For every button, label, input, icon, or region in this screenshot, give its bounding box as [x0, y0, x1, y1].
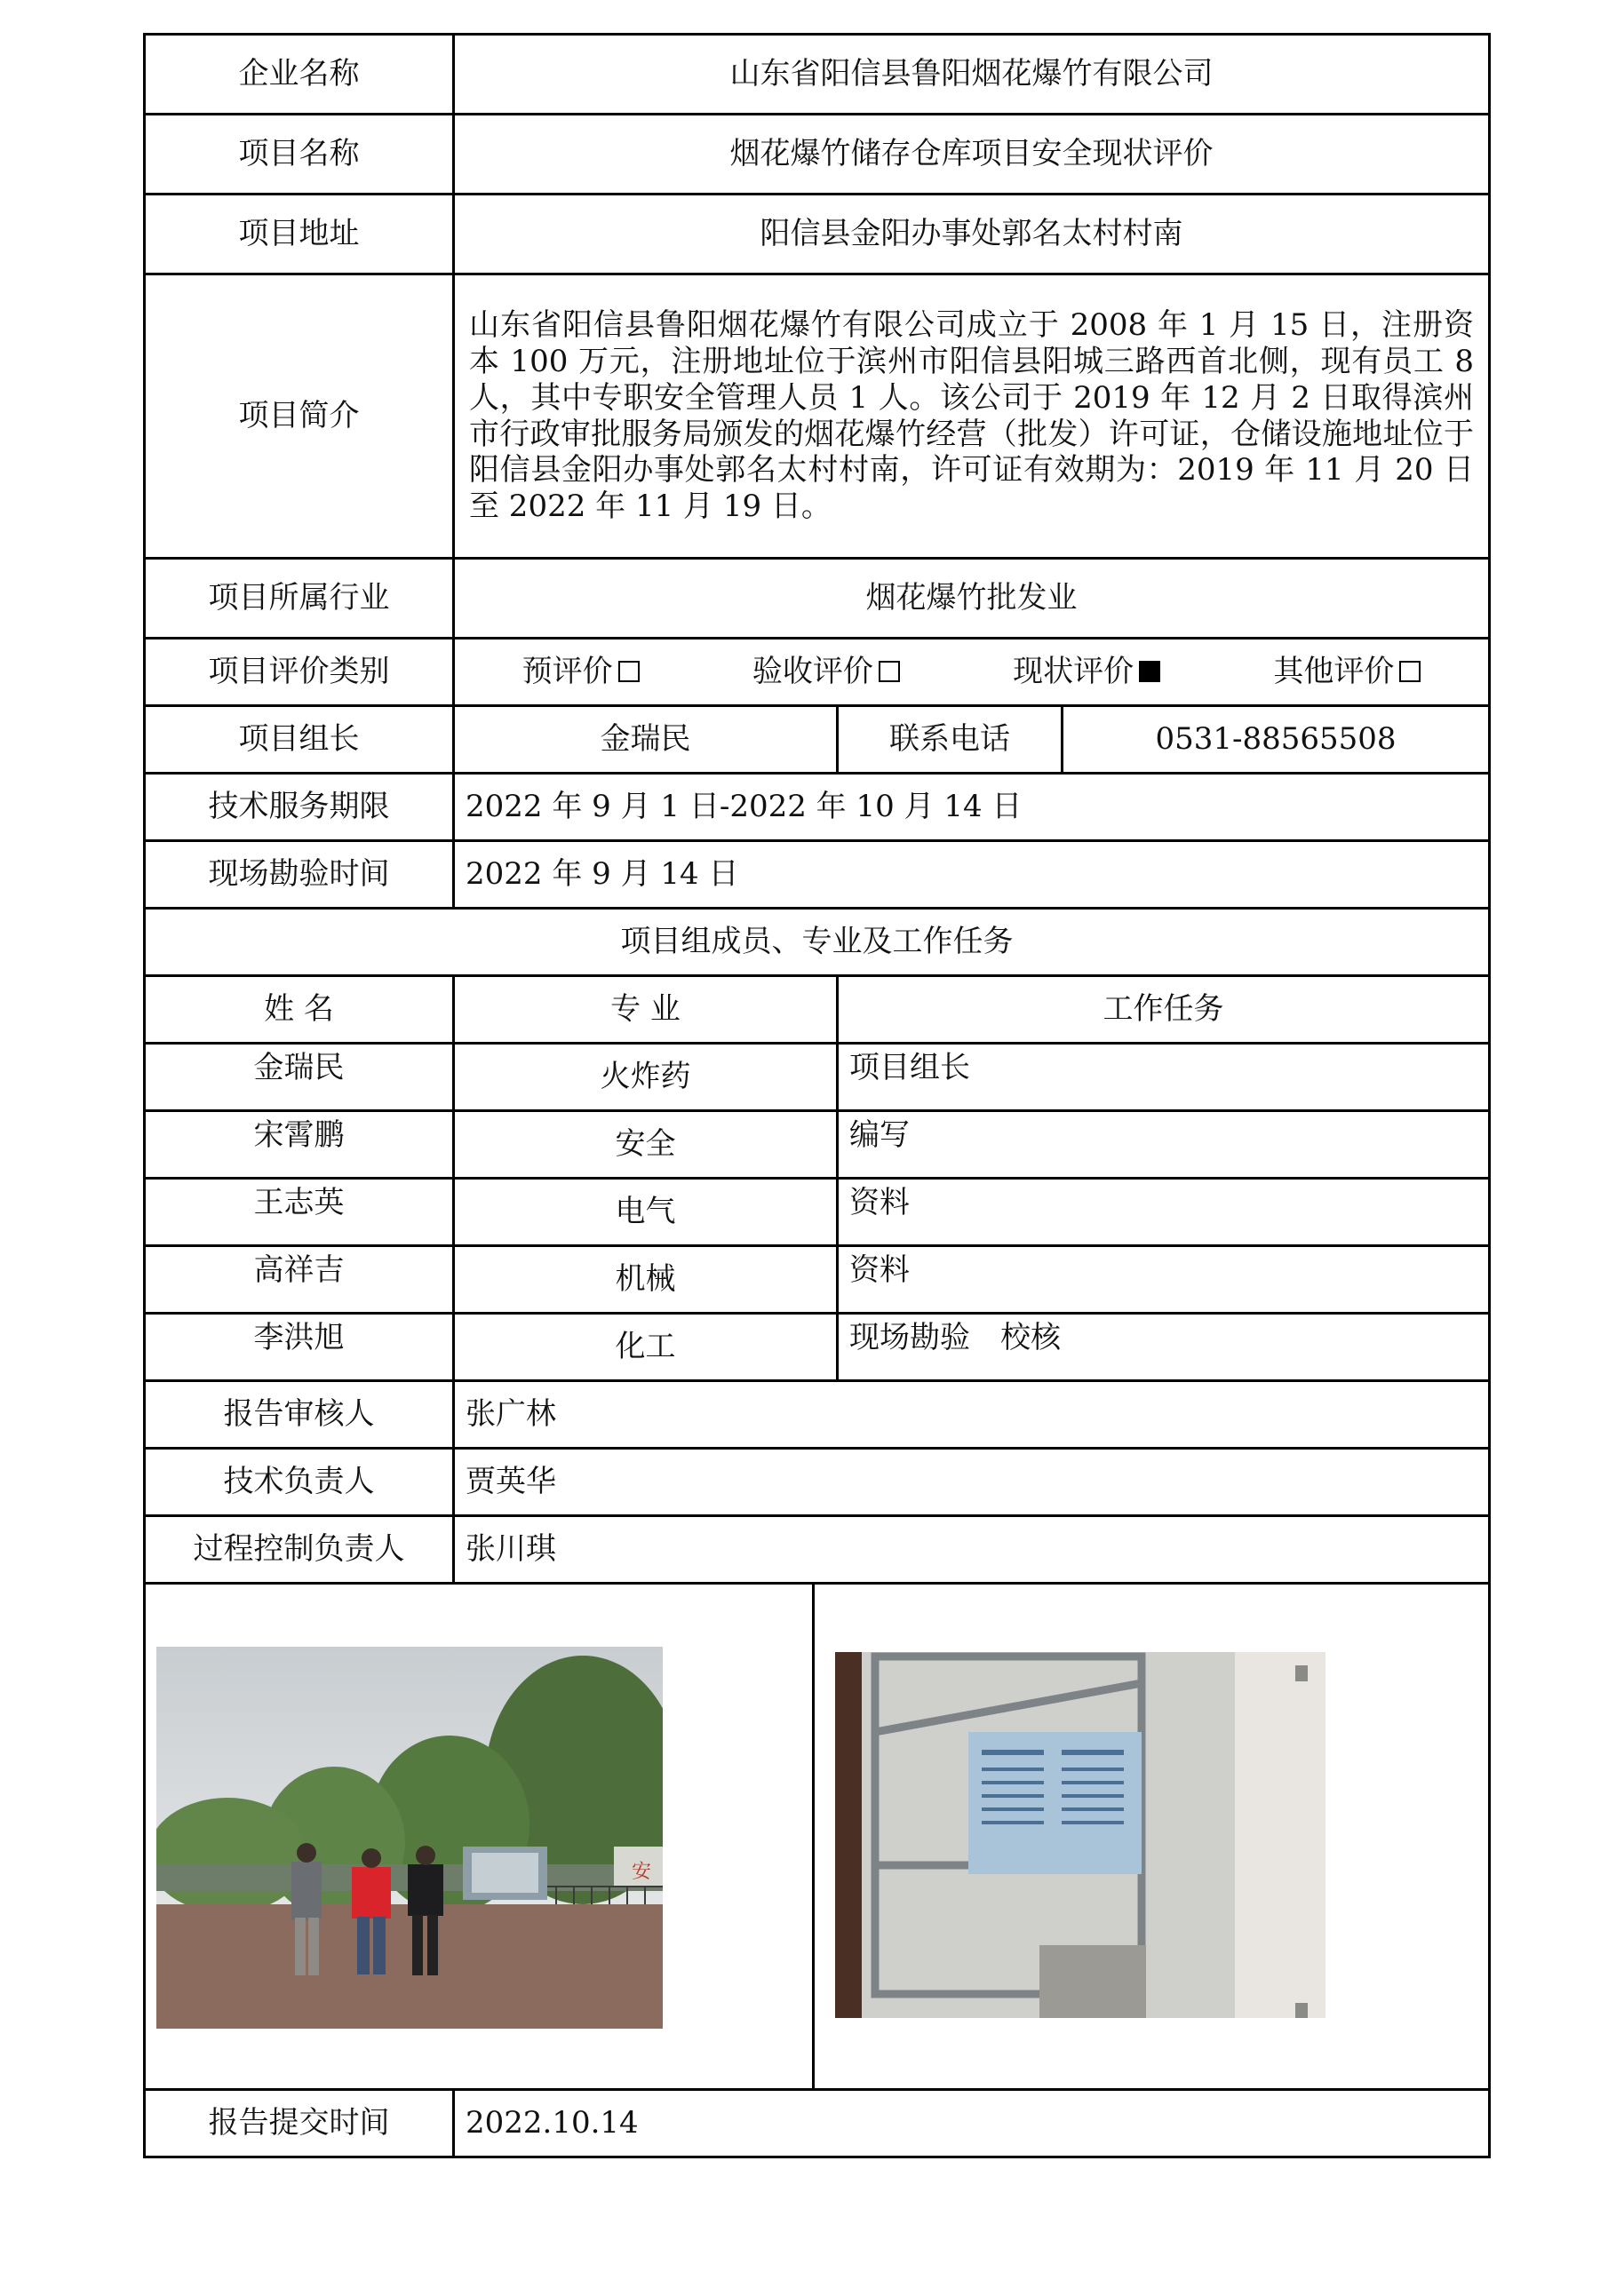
- photo-divider: [812, 1585, 815, 2088]
- survey-time-label: 现场勘验时间: [145, 841, 454, 909]
- member-major: 电气: [454, 1179, 838, 1246]
- member-task: 资料: [838, 1246, 1490, 1314]
- table-row: [145, 1044, 1490, 1111]
- reviewer-value: 张广林: [454, 1381, 1490, 1449]
- member-name: 金瑞民: [145, 1044, 454, 1111]
- phone-value: 0531-88565508: [1063, 706, 1490, 774]
- company-label: 企业名称: [145, 35, 454, 115]
- eval-option-pre[interactable]: 预评价: [522, 654, 640, 690]
- project-name-value: 烟花爆竹储存仓库项目安全现状评价: [454, 115, 1490, 195]
- member-name: 王志英: [145, 1179, 454, 1246]
- checkbox-icon: [879, 661, 900, 682]
- leader-value: 金瑞民: [454, 706, 838, 774]
- safety-sign-text: 安: [632, 1861, 652, 1883]
- service-period-value: 2022 年 9 月 1 日-2022 年 10 月 14 日: [454, 774, 1490, 841]
- project-name-label: 项目名称: [145, 115, 454, 195]
- table-row: [145, 1314, 1490, 1381]
- eval-type-options: [454, 639, 1490, 706]
- checkbox-checked-icon: [1139, 661, 1160, 682]
- tech-lead-label: 技术负责人: [145, 1449, 454, 1516]
- submit-time-value: 2022.10.14: [454, 2090, 1490, 2157]
- industry-value: 烟花爆竹批发业: [454, 559, 1490, 639]
- site-photo-team: [156, 1647, 663, 2029]
- eval-option-current[interactable]: 现状评价: [1013, 654, 1160, 690]
- photo-section: [145, 1584, 1490, 2090]
- process-lead-value: 张川琪: [454, 1516, 1490, 1584]
- company-value: 山东省阳信县鲁阳烟花爆竹有限公司: [454, 35, 1490, 115]
- reviewer-label: 报告审核人: [145, 1381, 454, 1449]
- member-major: 安全: [454, 1111, 838, 1179]
- member-task: 项目组长: [838, 1044, 1490, 1111]
- intro-label: 项目简介: [145, 274, 454, 559]
- table-row: [145, 1246, 1490, 1314]
- process-lead-label: 过程控制负责人: [145, 1516, 454, 1584]
- intro-text: 山东省阳信县鲁阳烟花爆竹有限公司成立于 2008 年 1 月 15 日，注册资本 100 万元，注册地址位于滨州市阳信县阳城三路西首北侧，现有员工 8 人，其中专职安全管理人员 1 人。该公司于 2019 年 12 月 2 日取得滨州市行政审批服务局颁发的烟花爆竹经营（批发）许可证，仓储设施地址位于阳信县金阳办事处郭名太村村南，许可证有效期为：2019 年 11 月 20 日至 2022 年 11 月 19 日。: [454, 274, 1490, 559]
- member-name: 李洪旭: [145, 1314, 454, 1381]
- name-column-header: 姓 名: [145, 976, 454, 1044]
- survey-time-value: 2022 年 9 月 14 日: [454, 841, 1490, 909]
- eval-option-other[interactable]: 其他评价: [1273, 654, 1421, 690]
- service-period-label: 技术服务期限: [145, 774, 454, 841]
- eval-type-label: 项目评价类别: [145, 639, 454, 706]
- member-task: 资料: [838, 1179, 1490, 1246]
- evaluation-form: [143, 33, 1491, 2158]
- member-major: 机械: [454, 1246, 838, 1314]
- tech-lead-value: 贾英华: [454, 1449, 1490, 1516]
- member-task: 编写: [838, 1111, 1490, 1179]
- member-name: 宋霄鹏: [145, 1111, 454, 1179]
- table-row: [145, 1111, 1490, 1179]
- eval-option-acceptance[interactable]: 验收评价: [752, 654, 900, 690]
- checkbox-icon: [1399, 661, 1421, 682]
- project-address-label: 项目地址: [145, 195, 454, 274]
- team-section-header: 项目组成员、专业及工作任务: [145, 909, 1490, 976]
- major-column-header: 专 业: [454, 976, 838, 1044]
- project-address-value: 阳信县金阳办事处郭名太村村南: [454, 195, 1490, 274]
- site-photo-warehouse: [835, 1652, 1325, 2018]
- industry-label: 项目所属行业: [145, 559, 454, 639]
- member-task: 现场勘验 校核: [838, 1314, 1490, 1381]
- phone-label: 联系电话: [838, 706, 1063, 774]
- submit-time-label: 报告提交时间: [145, 2090, 454, 2157]
- leader-label: 项目组长: [145, 706, 454, 774]
- member-major: 火炸药: [454, 1044, 838, 1111]
- task-column-header: 工作任务: [838, 976, 1490, 1044]
- member-major: 化工: [454, 1314, 838, 1381]
- checkbox-icon: [618, 661, 640, 682]
- table-row: [145, 1179, 1490, 1246]
- member-name: 高祥吉: [145, 1246, 454, 1314]
